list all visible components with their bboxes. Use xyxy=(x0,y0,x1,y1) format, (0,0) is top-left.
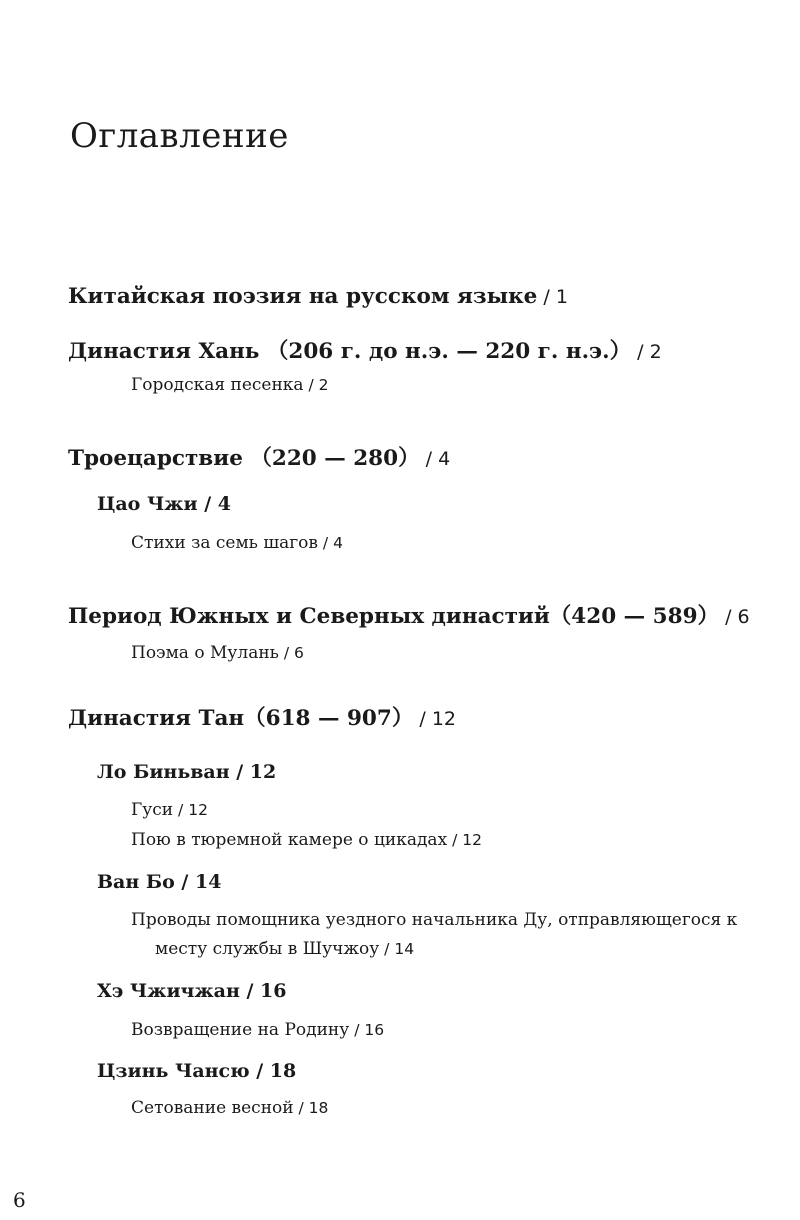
toc-entry-title: Династия Тан（618 — 907） xyxy=(68,706,414,731)
toc-entry-page: / 4 xyxy=(318,534,343,552)
toc-entry-seven-steps[interactable] xyxy=(131,533,343,553)
toc-entry-title: Стихи за семь шагов xyxy=(131,533,318,553)
toc-entry-title: Династия Хань （206 г. до н.э. — 220 г. н.э.） xyxy=(68,339,632,364)
toc-entry-title: Проводы помощника уездного начальника Ду, отправляющегося к xyxy=(131,910,738,930)
toc-entry-mulan[interactable] xyxy=(131,643,304,663)
toc-entry-title: Гуси xyxy=(131,800,174,820)
toc-entry-title: Троецарствие （220 — 280） xyxy=(68,446,420,471)
toc-entry-cicadas[interactable] xyxy=(131,830,482,850)
toc-entry-page: / 2 xyxy=(631,341,662,363)
toc-entry-wang-bo[interactable] xyxy=(97,871,221,893)
toc-entry-page: / 16 xyxy=(349,1021,385,1039)
toc-entry-title: Китайская поэзия на русском языке xyxy=(68,284,538,309)
toc-entry-farewell-du[interactable] xyxy=(131,910,737,930)
toc-entry-page: / 16 xyxy=(239,980,287,1002)
toc-entry-page: / 2 xyxy=(303,376,329,394)
toc-entry-page: / 12 xyxy=(229,761,277,783)
toc-entry-title: Городская песенка xyxy=(131,375,304,395)
toc-entry-page: / 12 xyxy=(173,801,208,819)
toc-entry-three-kingdoms[interactable] xyxy=(68,441,450,472)
toc-entry-page: / 6 xyxy=(278,644,304,662)
toc-entry-title-cont: месту службы в Шучжоу xyxy=(155,939,380,959)
toc-entry-han-dynasty[interactable] xyxy=(68,334,662,365)
toc-entry-title: Ло Биньван xyxy=(97,761,230,783)
page-number: 6 xyxy=(13,1188,26,1212)
toc-entry-page: / 14 xyxy=(174,871,222,893)
toc-entry-page: / 1 xyxy=(537,286,568,308)
toc-entry-homecoming[interactable] xyxy=(131,1020,384,1040)
toc-entry-tang-dynasty[interactable] xyxy=(68,701,456,732)
toc-entry-luo-binwang[interactable] xyxy=(97,761,276,783)
toc-entry-page: / 6 xyxy=(719,606,750,628)
toc-entry-southern-northern[interactable] xyxy=(68,599,750,630)
toc-entry-spring-lament[interactable] xyxy=(131,1098,328,1118)
toc-entry-page: / 14 xyxy=(379,940,415,958)
toc-entry-title: Сетование весной xyxy=(131,1098,294,1118)
toc-entry-title: Цао Чжи xyxy=(97,493,198,515)
toc-entry-page: / 12 xyxy=(447,831,482,849)
toc-entry-page: / 18 xyxy=(249,1060,297,1082)
toc-entry-he-zhizhang[interactable] xyxy=(97,980,286,1002)
toc-entry-title: Поэма о Мулань xyxy=(131,643,279,663)
toc-entry-page: / 18 xyxy=(293,1099,329,1117)
toc-entry-title: Цзинь Чансю xyxy=(97,1060,250,1082)
toc-entry-chinese-poetry[interactable] xyxy=(68,284,568,309)
toc-entry-page: / 4 xyxy=(197,493,231,515)
toc-entry-farewell-du-cont[interactable] xyxy=(155,939,414,959)
page-title: Оглавление xyxy=(70,116,289,156)
toc-entry-city-song[interactable] xyxy=(131,375,329,395)
toc-entry-title: Хэ Чжичжан xyxy=(97,980,240,1002)
toc-entry-title: Пою в тюремной камере о цикадах xyxy=(131,830,448,850)
toc-entry-page: / 4 xyxy=(419,448,451,470)
toc-entry-title: Возвращение на Родину xyxy=(131,1020,350,1040)
toc-entry-jin-changxu[interactable] xyxy=(97,1060,296,1082)
toc-entry-title: Ван Бо xyxy=(97,871,175,893)
toc-entry-page: / 12 xyxy=(413,708,457,730)
toc-entry-cao-zhi[interactable] xyxy=(97,493,231,515)
toc-entry-geese[interactable] xyxy=(131,800,208,820)
toc-entry-title: Период Южных и Северных династий（420 — 589） xyxy=(68,604,720,629)
